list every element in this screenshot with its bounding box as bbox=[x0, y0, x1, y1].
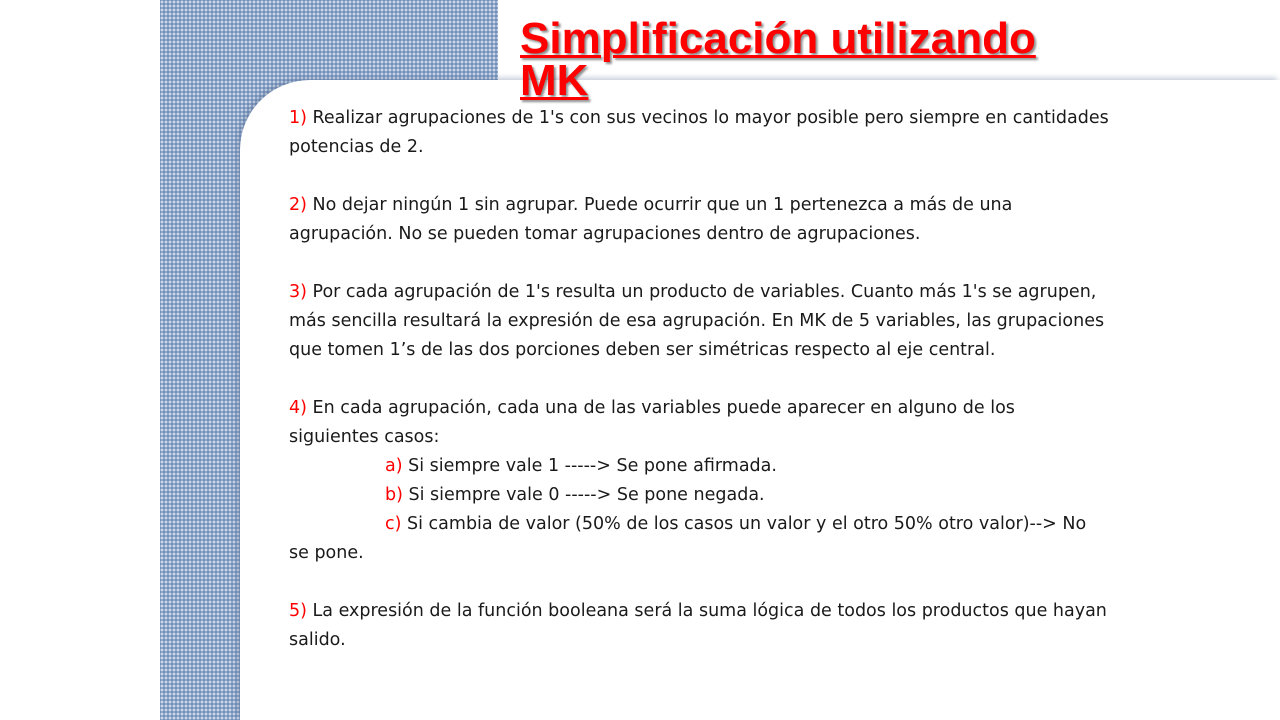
sub-case-a bbox=[289, 452, 1109, 481]
step-number: 1) bbox=[289, 108, 307, 128]
sub-case-text: Si siempre vale 0 -----> Se pone negada. bbox=[402, 485, 765, 505]
step-4 bbox=[289, 394, 1109, 452]
sub-case-letter: b) bbox=[385, 485, 403, 505]
sub-case-letter: c) bbox=[385, 514, 402, 534]
step-text: No dejar ningún 1 sin agrupar. Puede ocurrir que un 1 pertenezca a más de una bbox=[306, 195, 1013, 215]
step-number: 5) bbox=[289, 601, 307, 621]
step-number: 2) bbox=[289, 195, 307, 215]
sub-case-b bbox=[289, 481, 1109, 510]
step-text: Realizar agrupaciones de 1's con sus vecinos lo mayor posible pero siempre en cantidades potencias de 2. bbox=[289, 108, 1109, 157]
step-5 bbox=[289, 597, 1109, 655]
step-2 bbox=[289, 191, 1109, 249]
slide-title: Simplificación utilizando MK bbox=[520, 14, 1036, 105]
left-margin bbox=[0, 0, 160, 720]
step-3 bbox=[289, 278, 1109, 365]
sub-case-c bbox=[289, 510, 1109, 568]
step-number: 3) bbox=[289, 282, 307, 302]
step-text: Por cada agrupación de 1's resulta un producto de variables. Cuanto más 1's se agrupen, más sencilla resultará la expresión de esa agrupación. En MK de 5 variables, las grupaciones que tomen 1’s de las dos porciones deben ser simétricas respecto al eje central. bbox=[289, 282, 1105, 360]
step-number: 4) bbox=[289, 398, 307, 418]
step-1 bbox=[289, 104, 1109, 162]
step-text: La expresión de la función booleana será la suma lógica de todos los productos que hayan salido. bbox=[289, 601, 1107, 650]
step-text-continued: agrupación. No se pueden tomar agrupaciones dentro de agrupaciones. bbox=[289, 224, 921, 244]
sub-case-text: Si siempre vale 1 -----> Se pone afirmada. bbox=[402, 456, 777, 476]
slide-body bbox=[289, 104, 1109, 684]
step-text: En cada agrupación, cada una de las variables puede aparecer en alguno de los siguientes casos: bbox=[289, 398, 1015, 447]
sub-case-letter: a) bbox=[385, 456, 403, 476]
sub-case-text: Si cambia de valor (50% de los casos un valor y el otro 50% otro valor)--> No se pone. bbox=[289, 514, 1087, 563]
